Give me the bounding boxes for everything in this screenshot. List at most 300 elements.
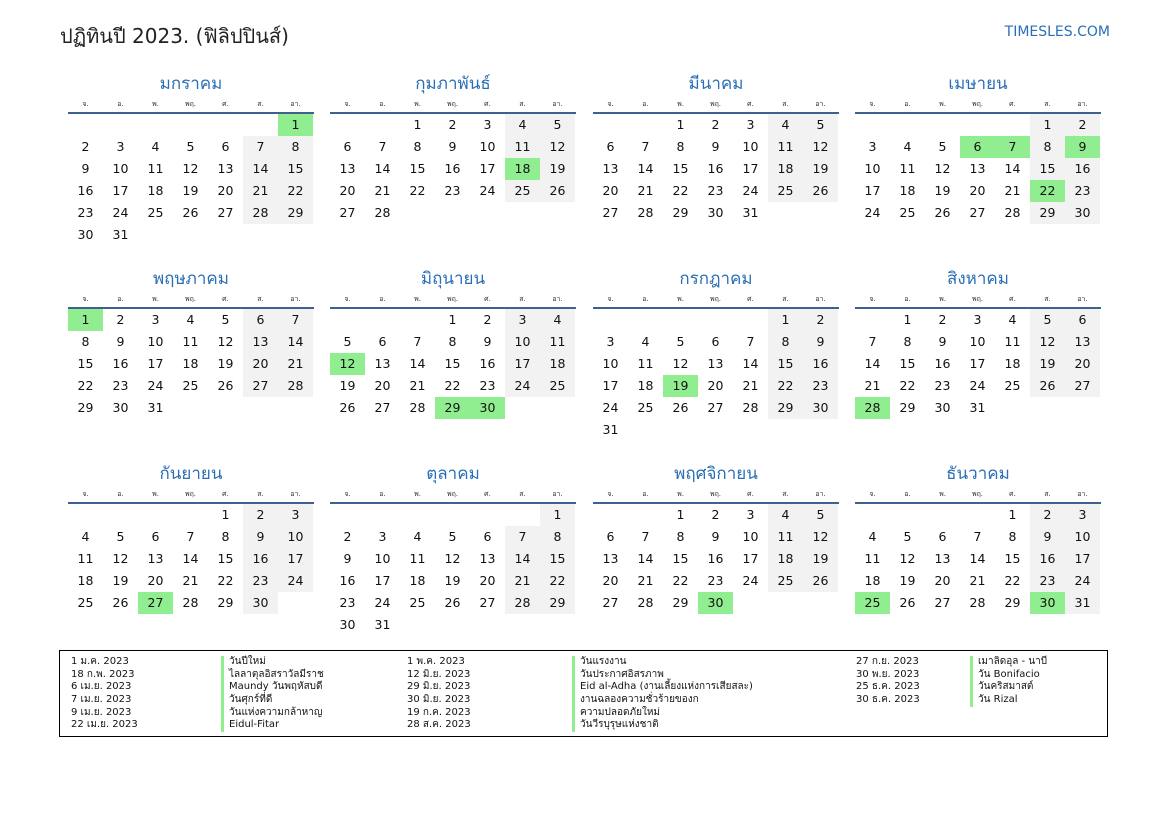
- day-cell: 7: [186, 529, 195, 544]
- day-cell: 5: [1030, 309, 1065, 331]
- day-cell: 13: [217, 161, 234, 176]
- weekday-label: พฤ.: [184, 100, 197, 108]
- day-cell: 2: [243, 504, 278, 526]
- day-cell: 26: [803, 570, 838, 592]
- weekday-label: พฤ.: [971, 490, 984, 498]
- day-cell: 29: [768, 397, 803, 419]
- day-cell: 30: [934, 400, 951, 415]
- day-cell: 3: [278, 504, 313, 526]
- day-cell: 8: [221, 529, 230, 544]
- day-cell: 23: [803, 375, 838, 397]
- day-cell: 7: [413, 334, 422, 349]
- empty-cell: [628, 309, 663, 331]
- empty-cell: [698, 309, 733, 331]
- day-cell: 28: [742, 400, 759, 415]
- day-cell: 1: [676, 117, 685, 132]
- weekday-label: พฤ.: [184, 295, 197, 303]
- month-name: สิงหาคม: [946, 269, 1009, 289]
- day-cell: 8: [448, 334, 457, 349]
- day-cell: 16: [112, 356, 129, 371]
- day-cell: 25: [77, 595, 94, 610]
- empty-cell: [68, 114, 103, 136]
- day-grid: [330, 309, 576, 419]
- day-cell: 3: [505, 309, 540, 331]
- day-cell: 8: [676, 139, 685, 154]
- day-cell: 25: [147, 205, 164, 220]
- day-cell: 12: [899, 551, 916, 566]
- day-cell: 28: [969, 595, 986, 610]
- day-cell: 9: [803, 331, 838, 353]
- weekday-label: พฤ.: [971, 295, 984, 303]
- holiday-name: วันปีใหม่: [221, 656, 266, 669]
- weekday-label: ส.: [519, 490, 526, 498]
- day-cell: 12: [217, 334, 234, 349]
- day-cell: 10: [1065, 526, 1100, 548]
- empty-cell: [365, 309, 400, 331]
- day-cell: 3: [116, 139, 125, 154]
- day-cell: 22: [768, 375, 803, 397]
- month-9: [68, 462, 314, 614]
- empty-cell: [400, 504, 435, 526]
- day-cell: 19: [444, 573, 461, 588]
- weekday-label: พ.: [152, 100, 159, 108]
- holiday-day-cell: 27: [138, 592, 173, 614]
- day-cell: 16: [444, 161, 461, 176]
- weekday-label: อา.: [1077, 490, 1088, 498]
- weekday-label: ส.: [257, 100, 264, 108]
- day-cell: 21: [864, 378, 881, 393]
- weekday-label: อา.: [552, 490, 563, 498]
- day-cell: 18: [147, 183, 164, 198]
- day-cell: 26: [1030, 375, 1065, 397]
- weekday-label: อ.: [379, 490, 386, 498]
- month-name: ธันวาคม: [946, 464, 1010, 484]
- day-cell: 8: [81, 334, 90, 349]
- month-10: [330, 462, 576, 636]
- empty-cell: [995, 114, 1030, 136]
- weekday-label: พ.: [152, 295, 159, 303]
- day-cell: 1: [1008, 507, 1017, 522]
- day-cell: 11: [864, 551, 881, 566]
- day-cell: 6: [483, 529, 492, 544]
- day-cell: 18: [637, 378, 654, 393]
- holiday-name: เมาลิดอุล - นาบี: [970, 656, 1047, 669]
- day-cell: 11: [1004, 334, 1021, 349]
- weekday-header: [593, 291, 839, 309]
- day-cell: 21: [637, 573, 654, 588]
- day-cell: 4: [540, 309, 575, 331]
- day-cell: 13: [707, 356, 724, 371]
- day-cell: 24: [602, 400, 619, 415]
- day-cell: 7: [378, 139, 387, 154]
- day-cell: 26: [540, 180, 575, 202]
- day-cell: 20: [602, 573, 619, 588]
- day-cell: 30: [803, 397, 838, 419]
- day-cell: 16: [803, 353, 838, 375]
- day-cell: 28: [637, 595, 654, 610]
- day-cell: 6: [221, 139, 230, 154]
- day-cell: 11: [77, 551, 94, 566]
- day-cell: 15: [217, 551, 234, 566]
- day-cell: 10: [864, 161, 881, 176]
- holiday-date: 12 มิ.ย. 2023: [407, 668, 471, 680]
- empty-cell: [330, 504, 365, 526]
- day-cell: 10: [969, 334, 986, 349]
- day-cell: 25: [1004, 378, 1021, 393]
- empty-cell: [173, 114, 208, 136]
- day-cell: 21: [637, 183, 654, 198]
- day-grid: [593, 114, 839, 224]
- weekday-header: [330, 291, 576, 309]
- weekday-label: อา.: [552, 100, 563, 108]
- weekday-label: ส.: [519, 295, 526, 303]
- day-cell: 11: [540, 331, 575, 353]
- weekday-header: [593, 486, 839, 504]
- day-cell: 21: [278, 353, 313, 375]
- day-cell: 10: [742, 139, 759, 154]
- day-cell: 4: [641, 334, 650, 349]
- day-cell: 5: [343, 334, 352, 349]
- weekday-label: ส.: [1044, 295, 1051, 303]
- day-cell: 10: [602, 356, 619, 371]
- day-cell: 14: [505, 548, 540, 570]
- day-cell: 12: [1030, 331, 1065, 353]
- day-cell: 28: [505, 592, 540, 614]
- weekday-header: [68, 291, 314, 309]
- day-cell: 1: [1030, 114, 1065, 136]
- day-cell: 17: [602, 378, 619, 393]
- holiday-day-cell: 30: [470, 397, 505, 419]
- day-cell: 29: [672, 205, 689, 220]
- day-cell: 15: [77, 356, 94, 371]
- day-cell: 10: [742, 529, 759, 544]
- day-cell: 15: [540, 548, 575, 570]
- day-cell: 4: [1008, 312, 1017, 327]
- weekday-label: พฤ.: [709, 295, 722, 303]
- holiday-date: 27 ก.ย. 2023: [856, 656, 919, 667]
- day-cell: 9: [483, 334, 492, 349]
- day-cell: 26: [217, 378, 234, 393]
- day-cell: 20: [339, 183, 356, 198]
- day-cell: 9: [343, 551, 352, 566]
- day-cell: 12: [934, 161, 951, 176]
- day-cell: 5: [116, 529, 125, 544]
- empty-cell: [138, 504, 173, 526]
- day-cell: 19: [803, 158, 838, 180]
- day-cell: 18: [768, 158, 803, 180]
- day-cell: 14: [864, 356, 881, 371]
- day-cell: 16: [934, 356, 951, 371]
- day-cell: 18: [899, 183, 916, 198]
- day-cell: 9: [711, 529, 720, 544]
- day-cell: 19: [339, 378, 356, 393]
- day-cell: 4: [186, 312, 195, 327]
- day-cell: 1: [540, 504, 575, 526]
- day-cell: 23: [444, 183, 461, 198]
- day-grid: [855, 309, 1101, 419]
- day-cell: 26: [182, 205, 199, 220]
- day-cell: 28: [374, 205, 391, 220]
- holiday-date: 19 ก.ค. 2023: [407, 706, 471, 718]
- weekday-label: ศ.: [222, 490, 229, 498]
- day-cell: 21: [742, 378, 759, 393]
- day-cell: 24: [1065, 570, 1100, 592]
- day-cell: 7: [868, 334, 877, 349]
- day-cell: 8: [903, 334, 912, 349]
- holiday-date: 1 ม.ค. 2023: [71, 656, 129, 667]
- day-cell: 5: [803, 114, 838, 136]
- day-cell: 7: [973, 529, 982, 544]
- weekday-label: พฤ.: [709, 100, 722, 108]
- empty-cell: [593, 504, 628, 526]
- day-cell: 16: [479, 356, 496, 371]
- weekday-label: อา.: [290, 490, 301, 498]
- month-5: [68, 267, 314, 419]
- day-grid: [855, 114, 1101, 224]
- weekday-label: ส.: [1044, 100, 1051, 108]
- day-cell: 7: [746, 334, 755, 349]
- holiday-name: วันวีรบุรุษแห่งชาติ: [572, 719, 659, 732]
- day-cell: 14: [409, 356, 426, 371]
- day-cell: 16: [707, 551, 724, 566]
- weekday-label: จ.: [82, 100, 89, 108]
- day-cell: 22: [409, 183, 426, 198]
- day-cell: 4: [903, 139, 912, 154]
- day-cell: 12: [803, 526, 838, 548]
- empty-cell: [855, 504, 890, 526]
- weekday-header: [68, 96, 314, 114]
- weekday-label: จ.: [344, 100, 351, 108]
- empty-cell: [208, 114, 243, 136]
- day-cell: 3: [868, 139, 877, 154]
- day-cell: 6: [606, 139, 615, 154]
- weekday-label: ส.: [782, 100, 789, 108]
- day-cell: 27: [374, 400, 391, 415]
- empty-cell: [960, 504, 995, 526]
- weekday-label: จ.: [607, 490, 614, 498]
- weekday-label: อา.: [815, 490, 826, 498]
- day-cell: 25: [768, 180, 803, 202]
- empty-cell: [663, 309, 698, 331]
- holiday-date: 6 เม.ย. 2023: [71, 681, 132, 693]
- day-cell: 25: [540, 375, 575, 397]
- weekday-label: ส.: [1044, 490, 1051, 498]
- day-cell: 11: [182, 334, 199, 349]
- day-cell: 9: [81, 161, 90, 176]
- day-cell: 14: [1004, 161, 1021, 176]
- day-cell: 25: [182, 378, 199, 393]
- holiday-date: 25 ธ.ค. 2023: [856, 681, 920, 693]
- empty-cell: [960, 114, 995, 136]
- day-cell: 9: [116, 334, 125, 349]
- day-cell: 30: [243, 592, 278, 614]
- day-cell: 14: [637, 551, 654, 566]
- day-cell: 17: [864, 183, 881, 198]
- day-cell: 5: [676, 334, 685, 349]
- weekday-label: ศ.: [484, 490, 491, 498]
- day-cell: 25: [637, 400, 654, 415]
- month-6: [330, 267, 576, 419]
- day-cell: 2: [448, 117, 457, 132]
- day-cell: 23: [243, 570, 278, 592]
- day-cell: 27: [602, 595, 619, 610]
- day-cell: 29: [1004, 595, 1021, 610]
- day-cell: 14: [969, 551, 986, 566]
- month-12: [855, 462, 1101, 614]
- day-cell: 15: [899, 356, 916, 371]
- holiday-name: Maundy วันพฤหัสบดี: [221, 681, 323, 694]
- day-cell: 10: [479, 139, 496, 154]
- day-cell: 6: [343, 139, 352, 154]
- empty-cell: [400, 309, 435, 331]
- day-cell: 28: [1004, 205, 1021, 220]
- day-cell: 27: [243, 375, 278, 397]
- day-cell: 13: [339, 161, 356, 176]
- day-cell: 7: [243, 136, 278, 158]
- day-cell: 17: [479, 161, 496, 176]
- day-cell: 4: [768, 114, 803, 136]
- holiday-day-cell: 9: [1065, 136, 1100, 158]
- day-cell: 5: [448, 529, 457, 544]
- empty-cell: [330, 309, 365, 331]
- day-cell: 11: [409, 551, 426, 566]
- day-cell: 14: [374, 161, 391, 176]
- holiday-date: 9 เม.ย. 2023: [71, 706, 132, 718]
- day-cell: 13: [934, 551, 951, 566]
- day-cell: 12: [182, 161, 199, 176]
- day-cell: 20: [243, 353, 278, 375]
- holiday-day-cell: 25: [855, 592, 890, 614]
- day-cell: 9: [711, 139, 720, 154]
- weekday-header: [593, 96, 839, 114]
- month-3: [593, 72, 839, 224]
- day-cell: 23: [339, 595, 356, 610]
- day-cell: 20: [707, 378, 724, 393]
- day-cell: 12: [444, 551, 461, 566]
- day-cell: 16: [339, 573, 356, 588]
- day-cell: 15: [409, 161, 426, 176]
- day-cell: 3: [151, 312, 160, 327]
- day-cell: 3: [746, 507, 755, 522]
- day-cell: 21: [969, 573, 986, 588]
- empty-cell: [138, 114, 173, 136]
- day-cell: 5: [903, 529, 912, 544]
- weekday-label: ศ.: [1009, 490, 1016, 498]
- day-grid: [68, 309, 314, 419]
- day-cell: 6: [938, 529, 947, 544]
- weekday-label: ศ.: [747, 100, 754, 108]
- day-cell: 12: [672, 356, 689, 371]
- day-cell: 24: [479, 183, 496, 198]
- empty-cell: [365, 114, 400, 136]
- day-grid: [68, 504, 314, 614]
- day-cell: 3: [973, 312, 982, 327]
- day-cell: 19: [803, 548, 838, 570]
- empty-cell: [733, 309, 768, 331]
- day-cell: 27: [1065, 375, 1100, 397]
- weekday-label: อ.: [642, 295, 649, 303]
- weekday-label: พฤ.: [184, 490, 197, 498]
- day-cell: 17: [278, 548, 313, 570]
- weekday-label: พ.: [152, 490, 159, 498]
- day-cell: 22: [672, 183, 689, 198]
- day-cell: 10: [374, 551, 391, 566]
- weekday-label: พ.: [939, 295, 946, 303]
- day-grid: [855, 504, 1101, 614]
- day-cell: 28: [182, 595, 199, 610]
- day-cell: 3: [606, 334, 615, 349]
- day-cell: 17: [112, 183, 129, 198]
- weekday-label: ส.: [519, 100, 526, 108]
- day-grid: [330, 504, 576, 636]
- day-cell: 29: [672, 595, 689, 610]
- day-cell: 29: [899, 400, 916, 415]
- month-name: พฤษภาคม: [152, 269, 230, 289]
- empty-cell: [505, 504, 540, 526]
- month-name: เมษายน: [948, 74, 1008, 94]
- holiday-day-cell: 12: [330, 353, 365, 375]
- day-cell: 22: [540, 570, 575, 592]
- day-cell: 15: [1030, 158, 1065, 180]
- day-grid: [330, 114, 576, 224]
- weekday-label: อ.: [117, 490, 124, 498]
- day-cell: 1: [903, 312, 912, 327]
- day-cell: 6: [711, 334, 720, 349]
- day-cell: 13: [374, 356, 391, 371]
- day-cell: 11: [768, 136, 803, 158]
- day-cell: 3: [483, 117, 492, 132]
- day-cell: 27: [707, 400, 724, 415]
- day-cell: 24: [505, 375, 540, 397]
- day-cell: 19: [112, 573, 129, 588]
- day-cell: 20: [934, 573, 951, 588]
- weekday-label: จ.: [82, 295, 89, 303]
- holiday-day-cell: 30: [698, 592, 733, 614]
- day-cell: 12: [540, 136, 575, 158]
- day-cell: 4: [768, 504, 803, 526]
- weekday-header: [330, 96, 576, 114]
- weekday-label: พ.: [677, 295, 684, 303]
- holiday-day-cell: 7: [995, 136, 1030, 158]
- day-cell: 29: [278, 202, 313, 224]
- day-cell: 2: [803, 309, 838, 331]
- month-name: กรกฎาคม: [679, 269, 753, 289]
- day-cell: 19: [1030, 353, 1065, 375]
- site-link[interactable]: TIMESLES.COM: [1004, 24, 1110, 40]
- holiday-name: วันแรงงาน: [572, 656, 626, 669]
- day-cell: 5: [938, 139, 947, 154]
- day-grid: [593, 504, 839, 614]
- day-cell: 17: [742, 161, 759, 176]
- day-cell: 22: [1004, 573, 1021, 588]
- day-cell: 25: [768, 570, 803, 592]
- empty-cell: [593, 114, 628, 136]
- weekday-label: ศ.: [747, 490, 754, 498]
- holiday-day-cell: 28: [855, 397, 890, 419]
- day-cell: 13: [147, 551, 164, 566]
- day-cell: 2: [483, 312, 492, 327]
- day-cell: 29: [77, 400, 94, 415]
- holiday-day-cell: 1: [68, 309, 103, 331]
- day-cell: 23: [707, 183, 724, 198]
- day-cell: 23: [1030, 570, 1065, 592]
- day-cell: 26: [672, 400, 689, 415]
- empty-cell: [593, 309, 628, 331]
- weekday-label: จ.: [344, 490, 351, 498]
- weekday-label: ศ.: [484, 295, 491, 303]
- day-cell: 18: [409, 573, 426, 588]
- day-cell: 23: [707, 573, 724, 588]
